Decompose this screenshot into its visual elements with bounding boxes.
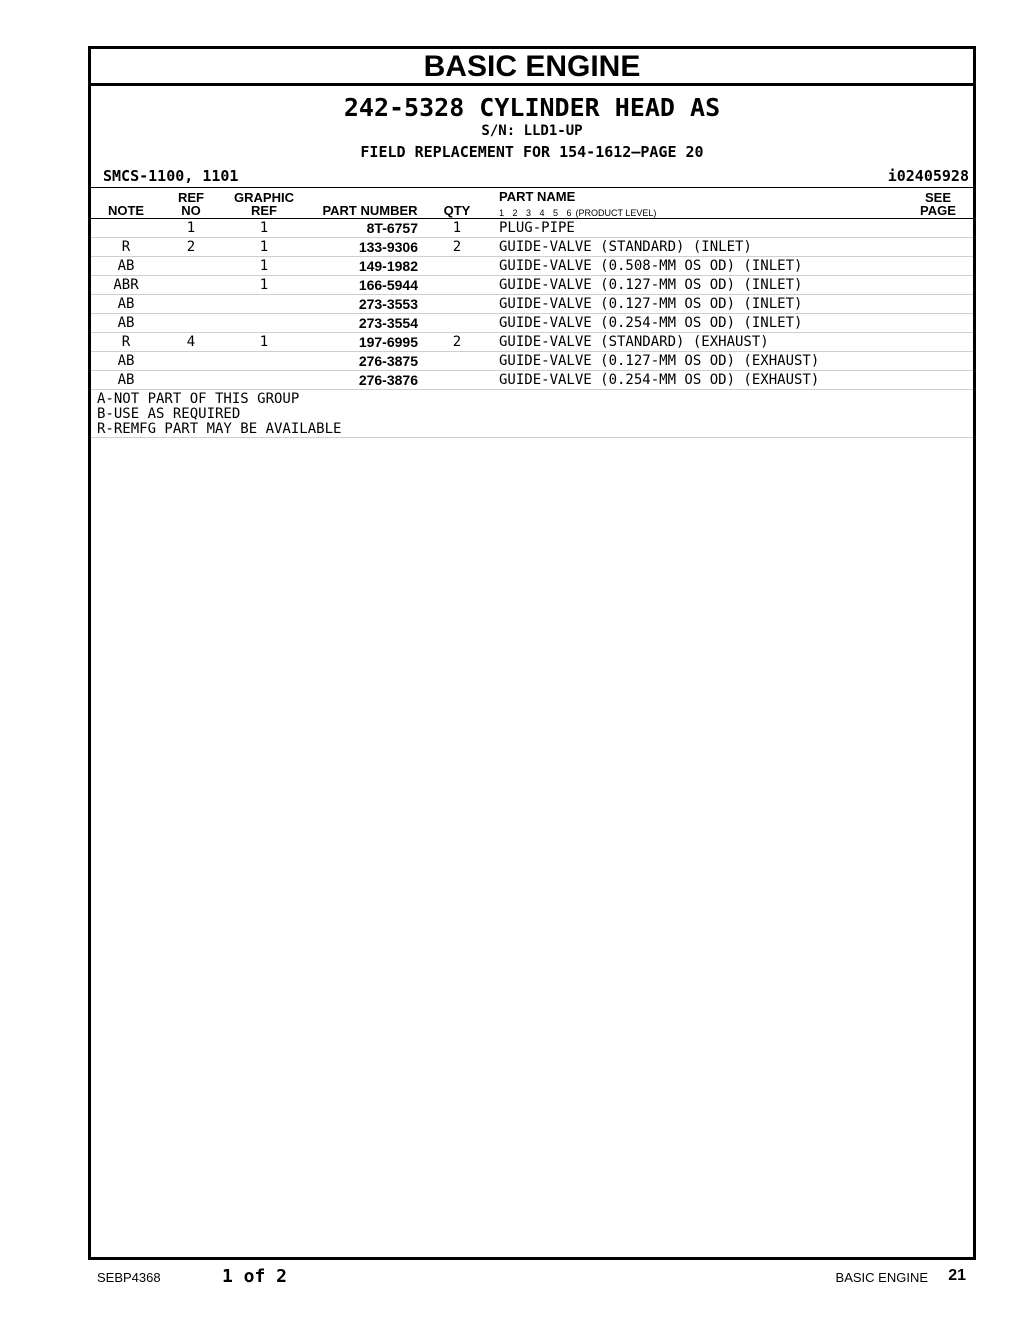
smcs-code: SMCS-1100, 1101 xyxy=(103,167,239,185)
note-cell: AB xyxy=(117,296,135,312)
note-cell: AB xyxy=(117,315,135,331)
ref-no-cell: 1 xyxy=(186,220,196,236)
part-number-cell: 273-3553 xyxy=(358,296,418,312)
page-of: 1 of 2 xyxy=(222,1266,288,1287)
table-row xyxy=(91,219,973,238)
part-number-cell: 166-5944 xyxy=(358,277,418,293)
col-see-page-line1: SEE xyxy=(924,190,951,205)
part-number-cell: 276-3875 xyxy=(358,353,418,369)
table-row xyxy=(91,238,973,257)
col-graphic-ref-line2: REF xyxy=(251,203,277,218)
part-number-cell: 197-6995 xyxy=(358,334,418,350)
qty-cell: 1 xyxy=(452,220,462,236)
ref-no-cell: 2 xyxy=(186,239,196,255)
group-header xyxy=(91,94,973,163)
part-number-cell: 273-3554 xyxy=(358,315,418,331)
page-frame xyxy=(88,46,976,1260)
table-row xyxy=(91,371,973,390)
part-name-cell: GUIDE-VALVE (0.127-MM OS OD) (INLET) xyxy=(499,296,803,312)
note-b: B-USE AS REQUIRED xyxy=(97,406,241,422)
col-graphic-ref xyxy=(229,191,299,217)
note-cell: ABR xyxy=(113,277,139,293)
note-r: R-REMFG PART MAY BE AVAILABLE xyxy=(97,421,342,437)
col-ref-no-line2: NO xyxy=(181,203,201,218)
note-a: A-NOT PART OF THIS GROUP xyxy=(97,391,300,407)
document-id: SEBP4368 xyxy=(97,1270,161,1285)
group-title: 242-5328 CYLINDER HEAD AS xyxy=(343,93,721,122)
footer-section: BASIC ENGINE xyxy=(835,1270,928,1285)
table-row xyxy=(91,333,973,352)
note-cell: AB xyxy=(117,258,135,274)
note-cell: AB xyxy=(117,372,135,388)
note-cell: R xyxy=(121,334,131,350)
parts-table-body xyxy=(91,219,973,390)
table-row xyxy=(91,295,973,314)
note-cell: AB xyxy=(117,353,135,369)
col-ref-no-line1: REF xyxy=(178,190,204,205)
serial-number: S/N: LLD1-UP xyxy=(481,123,583,139)
part-number-cell: 276-3876 xyxy=(358,372,418,388)
part-number-cell: 133-9306 xyxy=(358,239,418,255)
col-ref-no xyxy=(176,191,206,217)
part-name-cell: GUIDE-VALVE (0.508-MM OS OD) (INLET) xyxy=(499,258,803,274)
graphic-ref-cell: 1 xyxy=(259,334,269,350)
ref-no-cell: 4 xyxy=(186,334,196,350)
product-level-label: (PRODUCT LEVEL) xyxy=(575,208,657,218)
part-number-cell: 8T-6757 xyxy=(366,220,418,236)
field-replacement-note: FIELD REPLACEMENT FOR 154-1612—PAGE 20 xyxy=(360,143,704,161)
illustration-id: i02405928 xyxy=(887,167,969,185)
notes-legend xyxy=(91,390,973,438)
col-note: NOTE xyxy=(107,203,145,218)
table-row xyxy=(91,276,973,295)
col-part-number: PART NUMBER xyxy=(322,203,418,218)
part-name-cell: GUIDE-VALVE (0.127-MM OS OD) (EXHAUST) xyxy=(499,353,820,369)
part-name-cell: PLUG-PIPE xyxy=(499,220,575,236)
part-name-cell: GUIDE-VALVE (STANDARD) (EXHAUST) xyxy=(499,334,769,350)
note-cell: R xyxy=(121,239,131,255)
col-part-name: PART NAME xyxy=(499,189,576,204)
graphic-ref-cell: 1 xyxy=(259,277,269,293)
table-row xyxy=(91,257,973,276)
qty-cell: 2 xyxy=(452,334,462,350)
part-name-cell: GUIDE-VALVE (0.127-MM OS OD) (INLET) xyxy=(499,277,803,293)
part-name-cell: GUIDE-VALVE (0.254-MM OS OD) (EXHAUST) xyxy=(499,372,820,388)
graphic-ref-cell: 1 xyxy=(259,239,269,255)
col-see-page xyxy=(915,191,961,217)
smcs-row xyxy=(91,163,973,187)
table-row xyxy=(91,352,973,371)
table-header xyxy=(91,187,973,219)
page-footer xyxy=(0,1266,1020,1290)
part-name-cell: GUIDE-VALVE (STANDARD) (INLET) xyxy=(499,239,752,255)
graphic-ref-cell: 1 xyxy=(259,220,269,236)
graphic-ref-cell: 1 xyxy=(259,258,269,274)
product-level-numbers: 1 2 3 4 5 6 xyxy=(499,208,572,218)
table-row xyxy=(91,314,973,333)
section-title: BASIC ENGINE xyxy=(91,49,973,86)
col-qty: QTY xyxy=(443,203,471,218)
part-number-cell: 149-1982 xyxy=(358,258,418,274)
product-levels xyxy=(499,208,656,218)
part-name-cell: GUIDE-VALVE (0.254-MM OS OD) (INLET) xyxy=(499,315,803,331)
qty-cell: 2 xyxy=(452,239,462,255)
col-see-page-line2: PAGE xyxy=(920,203,956,218)
col-graphic-ref-line1: GRAPHIC xyxy=(234,190,294,205)
page-number: 21 xyxy=(948,1267,966,1284)
